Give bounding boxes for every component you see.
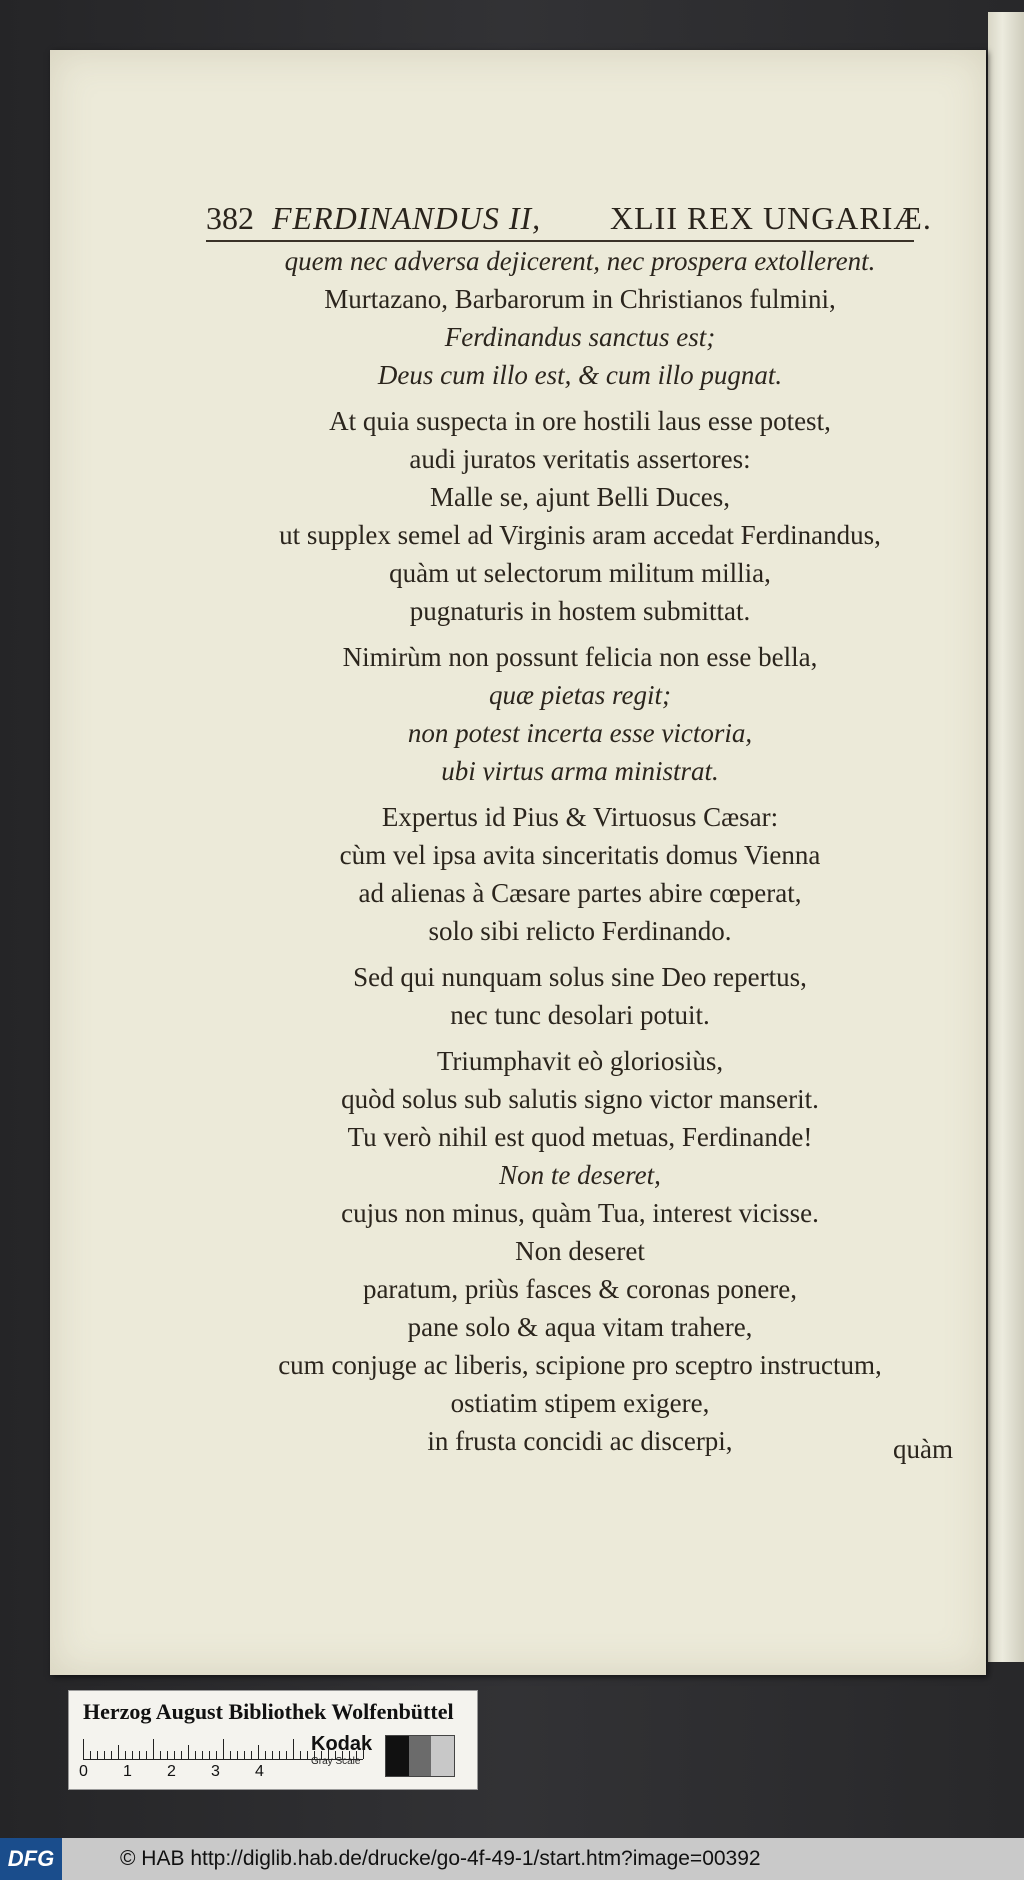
ruler-tick xyxy=(181,1751,182,1759)
page-text xyxy=(230,242,930,1460)
running-header xyxy=(206,196,932,240)
running-title: FERDINANDUS II, xyxy=(272,200,542,236)
ruler-tick xyxy=(230,1751,231,1759)
kodak-label xyxy=(311,1733,372,1767)
text-line: Nimirùm non possunt felicia non esse bella, xyxy=(342,642,818,672)
footer-bar xyxy=(0,1838,1024,1880)
text-line: Expertus id Pius & Virtuosus Cæsar: xyxy=(381,802,779,832)
ruler-tick xyxy=(111,1751,112,1759)
text-line: Murtazano, Barbarorum in Christianos fulmini, xyxy=(324,284,836,314)
text-line: Tu verò nihil est quod metuas, Ferdinande! xyxy=(347,1122,813,1152)
text-line: cùm vel ipsa avita sinceritatis domus Vienna xyxy=(339,840,821,870)
ruler-tick xyxy=(258,1745,259,1759)
text-line: quem nec adversa dejicerent, nec prospera extollerent. xyxy=(284,246,876,276)
text-line: quòd solus sub salutis signo victor manserit. xyxy=(341,1084,819,1114)
gray-scale-patches xyxy=(385,1735,455,1777)
text-line: nec tunc desolari potuit. xyxy=(450,1000,710,1030)
ruler-tick xyxy=(195,1751,196,1759)
gray-patch xyxy=(431,1736,454,1776)
ruler-tick xyxy=(223,1739,224,1759)
ruler-tick xyxy=(160,1751,161,1759)
text-line: non potest incerta esse victoria, xyxy=(407,718,753,748)
ruler-tick xyxy=(90,1751,91,1759)
ruler-tick xyxy=(272,1751,273,1759)
gray-patch xyxy=(409,1736,432,1776)
ruler-tick xyxy=(251,1751,252,1759)
ruler-number: 4 xyxy=(255,1763,264,1780)
source-link[interactable]: © HAB http://diglib.hab.de/drucke/go-4f-49-1/start.htm?image=00392 xyxy=(120,1847,761,1870)
ruler-tick xyxy=(139,1751,140,1759)
text-line: pane solo & aqua vitam trahere, xyxy=(407,1312,753,1342)
text-line: Triumphavit eò gloriosiùs, xyxy=(436,1046,724,1076)
text-line: ostiatim stipem exigere, xyxy=(450,1388,710,1418)
ruler-tick xyxy=(153,1739,154,1759)
ruler-tick xyxy=(104,1751,105,1759)
text-line: solo sibi relicto Ferdinando. xyxy=(428,916,732,946)
text-line: ut supplex semel ad Virginis aram accedat Ferdinandus, xyxy=(279,520,881,550)
ruler-tick xyxy=(146,1751,147,1759)
ruler-number: 1 xyxy=(123,1763,132,1780)
library-name: Herzog August Bibliothek Wolfenbüttel xyxy=(83,1699,454,1724)
next-page-edge xyxy=(988,12,1024,1662)
text-line: Sed qui nunquam solus sine Deo repertus, xyxy=(353,962,807,992)
text-line: Non te deseret, xyxy=(499,1160,661,1190)
ruler-tick xyxy=(118,1745,119,1759)
dfg-logo: DFG xyxy=(0,1838,62,1880)
ruler-number: 0 xyxy=(79,1763,88,1780)
text-line: Deus cum illo est, & cum illo pugnat. xyxy=(377,360,783,390)
gray-patch xyxy=(386,1736,409,1776)
page-number: 382 xyxy=(206,200,254,236)
kodak-subtitle: Gray Scale xyxy=(311,1756,361,1767)
ruler-tick xyxy=(97,1751,98,1759)
ruler-tick xyxy=(286,1751,287,1759)
library-color-card xyxy=(68,1690,478,1790)
ruler-tick xyxy=(188,1745,189,1759)
text-line: audi juratos veritatis assertores: xyxy=(409,444,751,474)
ruler-tick xyxy=(216,1751,217,1759)
ruler-tick xyxy=(307,1751,308,1759)
text-line: pugnaturis in hostem submittat. xyxy=(409,596,751,626)
ruler-tick xyxy=(125,1751,126,1759)
ruler-tick xyxy=(174,1751,175,1759)
text-line: ubi virtus arma ministrat. xyxy=(441,756,719,786)
ruler-number: 3 xyxy=(211,1763,220,1780)
text-line: quàm ut selectorum militum millia, xyxy=(389,558,771,588)
kodak-brand: Kodak xyxy=(311,1733,373,1755)
ruler-tick xyxy=(132,1751,133,1759)
text-line: At quia suspecta in ore hostili laus esse potest, xyxy=(329,406,831,436)
ruler-tick xyxy=(237,1751,238,1759)
ruler-tick xyxy=(293,1739,294,1759)
ruler-tick xyxy=(300,1751,301,1759)
ruler-tick xyxy=(167,1751,168,1759)
text-line: cujus non minus, quàm Tua, interest vicisse. xyxy=(341,1198,819,1228)
text-line: ad alienas à Cæsare partes abire cœperat, xyxy=(358,878,802,908)
text-line: Ferdinandus sanctus est; xyxy=(444,322,716,352)
catchword: quàm xyxy=(893,1434,953,1464)
ruler-tick xyxy=(265,1751,266,1759)
ruler-tick xyxy=(244,1751,245,1759)
ruler-tick xyxy=(279,1751,280,1759)
text-line: cum conjuge ac liberis, scipione pro sceptro instructum, xyxy=(278,1350,882,1380)
ruler-tick xyxy=(209,1751,210,1759)
text-line: Non deseret xyxy=(515,1236,645,1266)
ruler-tick xyxy=(202,1751,203,1759)
text-line: paratum, priùs fasces & coronas ponere, xyxy=(362,1274,798,1304)
ruler-tick xyxy=(83,1739,84,1759)
text-line: in frusta concidi ac discerpi, xyxy=(427,1426,733,1456)
ruler-number: 2 xyxy=(167,1763,176,1780)
kingdom-title: XLII REX UNGARIÆ. xyxy=(610,200,932,236)
text-line: Malle se, ajunt Belli Duces, xyxy=(430,482,730,512)
text-line: quæ pietas regit; xyxy=(489,680,671,710)
